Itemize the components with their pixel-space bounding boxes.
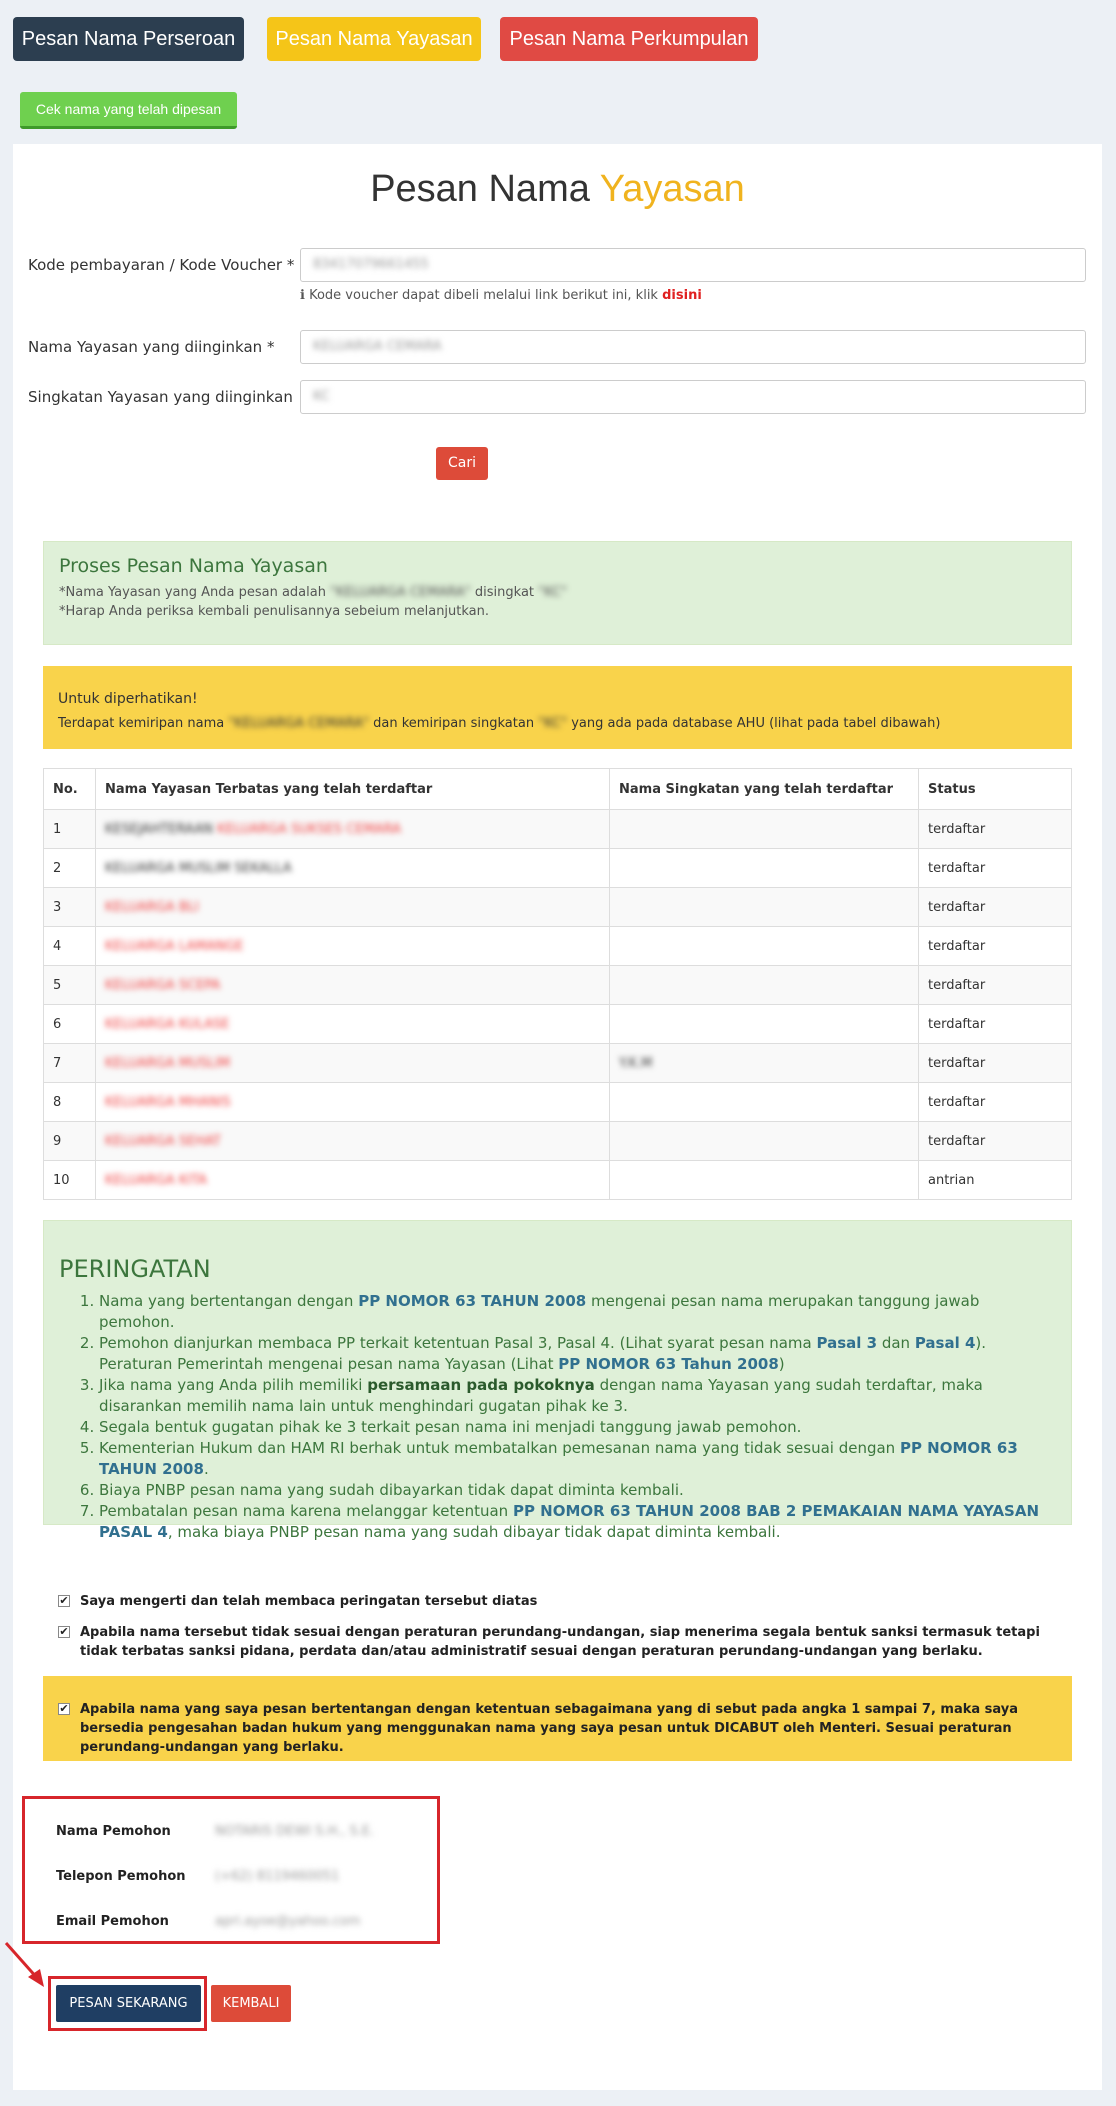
cell-status: terdaftar (919, 966, 1072, 1005)
nama-match: KELUARGA SCEPA (105, 977, 221, 993)
checkbox-icon[interactable]: ✔ (59, 1702, 69, 1715)
table-row (44, 1005, 1072, 1044)
voucher-label: Kode pembayaran / Kode Voucher * (28, 256, 295, 274)
table-row (44, 888, 1072, 927)
nama-match: KELUARGA SUKSES CEMARA (217, 821, 401, 837)
peringatan-title: PERINGATAN (59, 1255, 211, 1283)
text: mengenai pesan nama merupakan tanggung jawab pemohon. (99, 1292, 980, 1331)
nama-match: KELUARGA KULASE (105, 1016, 230, 1032)
telepon-pemohon-value: (+62) 8119460051 (215, 1869, 340, 1884)
nama-plain: KELUARGA MUSLIM SEKALLA (105, 860, 292, 876)
cell-no: 1 (44, 810, 96, 849)
cell-status: terdaftar (919, 810, 1072, 849)
voucher-hint (300, 288, 702, 303)
tab-perkumpulan[interactable]: Pesan Nama Perkumpulan (500, 17, 758, 61)
checkbox-icon[interactable]: ✔ (59, 1625, 69, 1638)
nama-yayasan-value: KELUARGA CEMARA (313, 339, 442, 354)
nama-match: KELUARGA LAMANGE (105, 938, 244, 954)
cell-nama (96, 966, 610, 1005)
cell-status: terdaftar (919, 849, 1072, 888)
page-title (13, 168, 1102, 211)
cell-singkatan (610, 849, 919, 888)
voucher-value: 83417079661455 (313, 257, 429, 272)
cell-status: terdaftar (919, 1005, 1072, 1044)
list-item: 4. Segala bentuk gugatan pihak ke 3 terkait pesan nama ini menjadi tanggung jawab pemohon. (99, 1417, 1059, 1438)
cell-status: terdaftar (919, 1083, 1072, 1122)
cell-no: 7 (44, 1044, 96, 1083)
singkatan-label: Singkatan Yayasan yang diinginkan (28, 388, 293, 406)
pp-link[interactable]: PP NOMOR 63 TAHUN 2008 (358, 1292, 587, 1310)
proses-line-1 (59, 585, 567, 600)
cell-status: terdaftar (919, 1122, 1072, 1161)
email-pemohon-value: apri.ayoe@yahoo.com (215, 1914, 361, 1929)
cell-singkatan (610, 1044, 919, 1083)
email-pemohon-label: Email Pemohon (56, 1914, 169, 1929)
cell-no: 8 (44, 1083, 96, 1122)
tab-yayasan[interactable]: Pesan Nama Yayasan (267, 17, 481, 61)
pasal3-link[interactable]: Pasal 3 (816, 1334, 878, 1352)
agree-checkbox-2[interactable] (58, 1623, 1058, 1661)
emphasis: persamaan pada pokoknya (367, 1376, 595, 1394)
telepon-pemohon-label: Telepon Pemohon (56, 1869, 186, 1884)
cell-nama (96, 1122, 610, 1161)
cell-singkatan (610, 1005, 919, 1044)
cell-singkatan (610, 1083, 919, 1122)
table-row (44, 849, 1072, 888)
cell-no: 4 (44, 927, 96, 966)
proses-alert (43, 541, 1072, 645)
list-item (99, 1501, 1059, 1543)
cell-singkatan (610, 1161, 919, 1200)
table-header-row (44, 769, 1072, 810)
title-accent: Yayasan (599, 168, 745, 210)
table-row (44, 810, 1072, 849)
agree-label-1: Saya mengerti dan telah membaca peringatan tersebut diatas (80, 1594, 538, 1609)
peringatan-list (99, 1291, 1059, 1543)
text: Jika nama yang Anda pilih memiliki (99, 1376, 368, 1394)
nama-match: KELUARGA MUSLIM (105, 1055, 231, 1071)
nama-plain: KESEJAHTERAAN (105, 821, 214, 837)
peringatan-alert (43, 1220, 1072, 1541)
title-prefix: Pesan Nama (370, 168, 590, 210)
col-status: Status (919, 769, 1072, 810)
text: Nama yang bertentangan dengan (99, 1292, 359, 1310)
pp-link[interactable]: PP NOMOR 63 Tahun 2008 (558, 1355, 779, 1373)
perhatian-name: "KELUARGA CEMARA" (228, 716, 370, 731)
proses-title: Proses Pesan Nama Yayasan (59, 555, 328, 577)
kemiripan-table (43, 768, 1072, 1200)
table-row (44, 1161, 1072, 1200)
table-row (44, 1044, 1072, 1083)
cell-status: terdaftar (919, 927, 1072, 966)
text: . (203, 1460, 209, 1478)
voucher-input[interactable] (300, 248, 1086, 282)
info-icon: ℹ (300, 288, 305, 303)
cell-nama (96, 1044, 610, 1083)
cell-status: terdaftar (919, 1044, 1072, 1083)
cek-nama-button[interactable]: Cek nama yang telah dipesan (20, 92, 237, 129)
agree-label-2: Apabila nama tersebut tidak sesuai dengan peraturan perundang-undangan, siap menerima segala bentuk sanksi termasuk tetapi tidak terbatas sanksi pidana, perdata dan/atau administratif sesuai dengan peraturan perundang-undangan yang berlaku. (80, 1625, 1040, 1659)
singkatan-input[interactable] (300, 380, 1086, 414)
cell-singkatan (610, 888, 919, 927)
cell-nama (96, 1161, 610, 1200)
cell-nama (96, 1083, 610, 1122)
cell-nama (96, 810, 610, 849)
proses-abbr: "KC" (538, 585, 568, 600)
text: dan (877, 1334, 915, 1352)
cell-singkatan (610, 1122, 919, 1161)
agree-alert (43, 1676, 1072, 1761)
agree-checkbox-3[interactable] (58, 1700, 1058, 1757)
tab-perseroan[interactable]: Pesan Nama Perseroan (13, 17, 244, 61)
text: ) (778, 1355, 785, 1373)
cell-nama (96, 888, 610, 927)
nama-match: KELUARGA KITA (105, 1172, 208, 1188)
perhatian-text-c: yang ada pada database AHU (lihat pada tabel dibawah) (571, 716, 941, 731)
disini-link[interactable]: disini (662, 288, 702, 303)
list-item (99, 1438, 1059, 1480)
text: Pembatalan pesan nama karena melanggar ketentuan (99, 1502, 513, 1520)
cell-no: 9 (44, 1122, 96, 1161)
table-row (44, 927, 1072, 966)
pp-link[interactable]: PP NOMOR 63 TAHUN 2008 (99, 1439, 1018, 1478)
cell-nama (96, 849, 610, 888)
proses-text: *Nama Yayasan yang Anda pesan adalah (59, 585, 326, 600)
cell-status: antrian (919, 1161, 1072, 1200)
nama-pemohon-value: NOTARIS DEWI S.H., S.E. (215, 1824, 375, 1839)
table-row (44, 1122, 1072, 1161)
list-item: 6. Biaya PNBP pesan nama yang sudah dibayarkan tidak dapat diminta kembali. (99, 1480, 1059, 1501)
nama-yayasan-label: Nama Yayasan yang diinginkan * (28, 338, 275, 356)
nama-pemohon-label: Nama Pemohon (56, 1824, 171, 1839)
perhatian-alert (43, 666, 1072, 749)
table-row (44, 966, 1072, 1005)
nama-match: KELUARGA BLI (105, 899, 199, 915)
singkatan-value: KC (313, 389, 330, 404)
cell-no: 5 (44, 966, 96, 1005)
text: Pemohon dianjurkan membaca PP terkait ketentuan Pasal 3, Pasal 4. (Lihat syarat pesan nama (99, 1334, 817, 1352)
list-item (99, 1291, 1059, 1333)
pasal4-link[interactable]: Pasal 4 (914, 1334, 976, 1352)
cari-button[interactable]: Cari (436, 447, 488, 480)
proses-name: "KELUARGA CEMARA" (330, 585, 471, 600)
cell-no: 10 (44, 1161, 96, 1200)
col-nama: Nama Yayasan Terbatas yang telah terdaftar (96, 769, 610, 810)
cell-nama (96, 1005, 610, 1044)
cell-status: terdaftar (919, 888, 1072, 927)
nama-match: KELUARGA MHANIS (105, 1094, 231, 1110)
hint-text: Kode voucher dapat dibeli melalui link berikut ini, klik (309, 288, 658, 303)
checkbox-icon[interactable]: ✔ (59, 1594, 69, 1607)
text: , maka biaya PNBP pesan nama yang sudah dibayar tidak dapat diminta kembali. (167, 1523, 781, 1541)
col-singkatan: Nama Singkatan yang telah terdaftar (610, 769, 919, 810)
perhatian-text (58, 716, 940, 731)
col-no: No. (44, 769, 96, 810)
perhatian-text-b: dan kemiripan singkatan (373, 716, 535, 731)
cell-no: 2 (44, 849, 96, 888)
agree-checkbox-1[interactable] (58, 1592, 1058, 1611)
text: dengan nama Yayasan yang sudah terdaftar, maka disarankan memilih nama lain untuk menghindari gugatan pihak ke 3. (99, 1376, 983, 1415)
perhatian-text-a: Terdapat kemiripan nama (58, 716, 225, 731)
singkatan-value: Y.K.M (619, 1055, 653, 1071)
text: ). Peraturan Pemerintah mengenai pesan nama Yayasan (Lihat (99, 1334, 987, 1373)
perhatian-abbr: "KC" (538, 716, 568, 731)
agree-label-3: Apabila nama yang saya pesan bertentangan dengan ketentuan sebagaimana yang di sebut pada angka 1 sampai 7, maka saya bersedia pengesahan badan hukum yang menggunakan nama yang saya pesan untuk DICABUT oleh Menteri. Sesuai peraturan perundang-undangan yang berlaku. (80, 1702, 1019, 1755)
list-item (99, 1375, 1059, 1417)
perhatian-title: Untuk diperhatikan! (58, 691, 198, 707)
cell-no: 6 (44, 1005, 96, 1044)
table-row (44, 1083, 1072, 1122)
cell-singkatan (610, 810, 919, 849)
cell-nama (96, 927, 610, 966)
cell-no: 3 (44, 888, 96, 927)
proses-line-2: *Harap Anda periksa kembali penulisannya sebeium melanjutkan. (59, 604, 490, 619)
cell-singkatan (610, 966, 919, 1005)
cell-singkatan (610, 927, 919, 966)
pp-link[interactable]: PP NOMOR 63 TAHUN 2008 BAB 2 PEMAKAIAN NAMA YAYASAN PASAL 4 (99, 1502, 1040, 1541)
list-item (99, 1333, 1059, 1375)
nama-match: KELUARGA SEHAT (105, 1133, 221, 1149)
nama-yayasan-input[interactable] (300, 330, 1086, 364)
proses-text-2: disingkat (474, 585, 535, 600)
pesan-sekarang-button[interactable]: PESAN SEKARANG (56, 1985, 201, 2022)
kembali-button[interactable]: KEMBALI (211, 1985, 291, 2022)
text: Kementerian Hukum dan HAM RI berhak untuk membatalkan pemesanan nama yang tidak sesuai dengan (99, 1439, 900, 1457)
